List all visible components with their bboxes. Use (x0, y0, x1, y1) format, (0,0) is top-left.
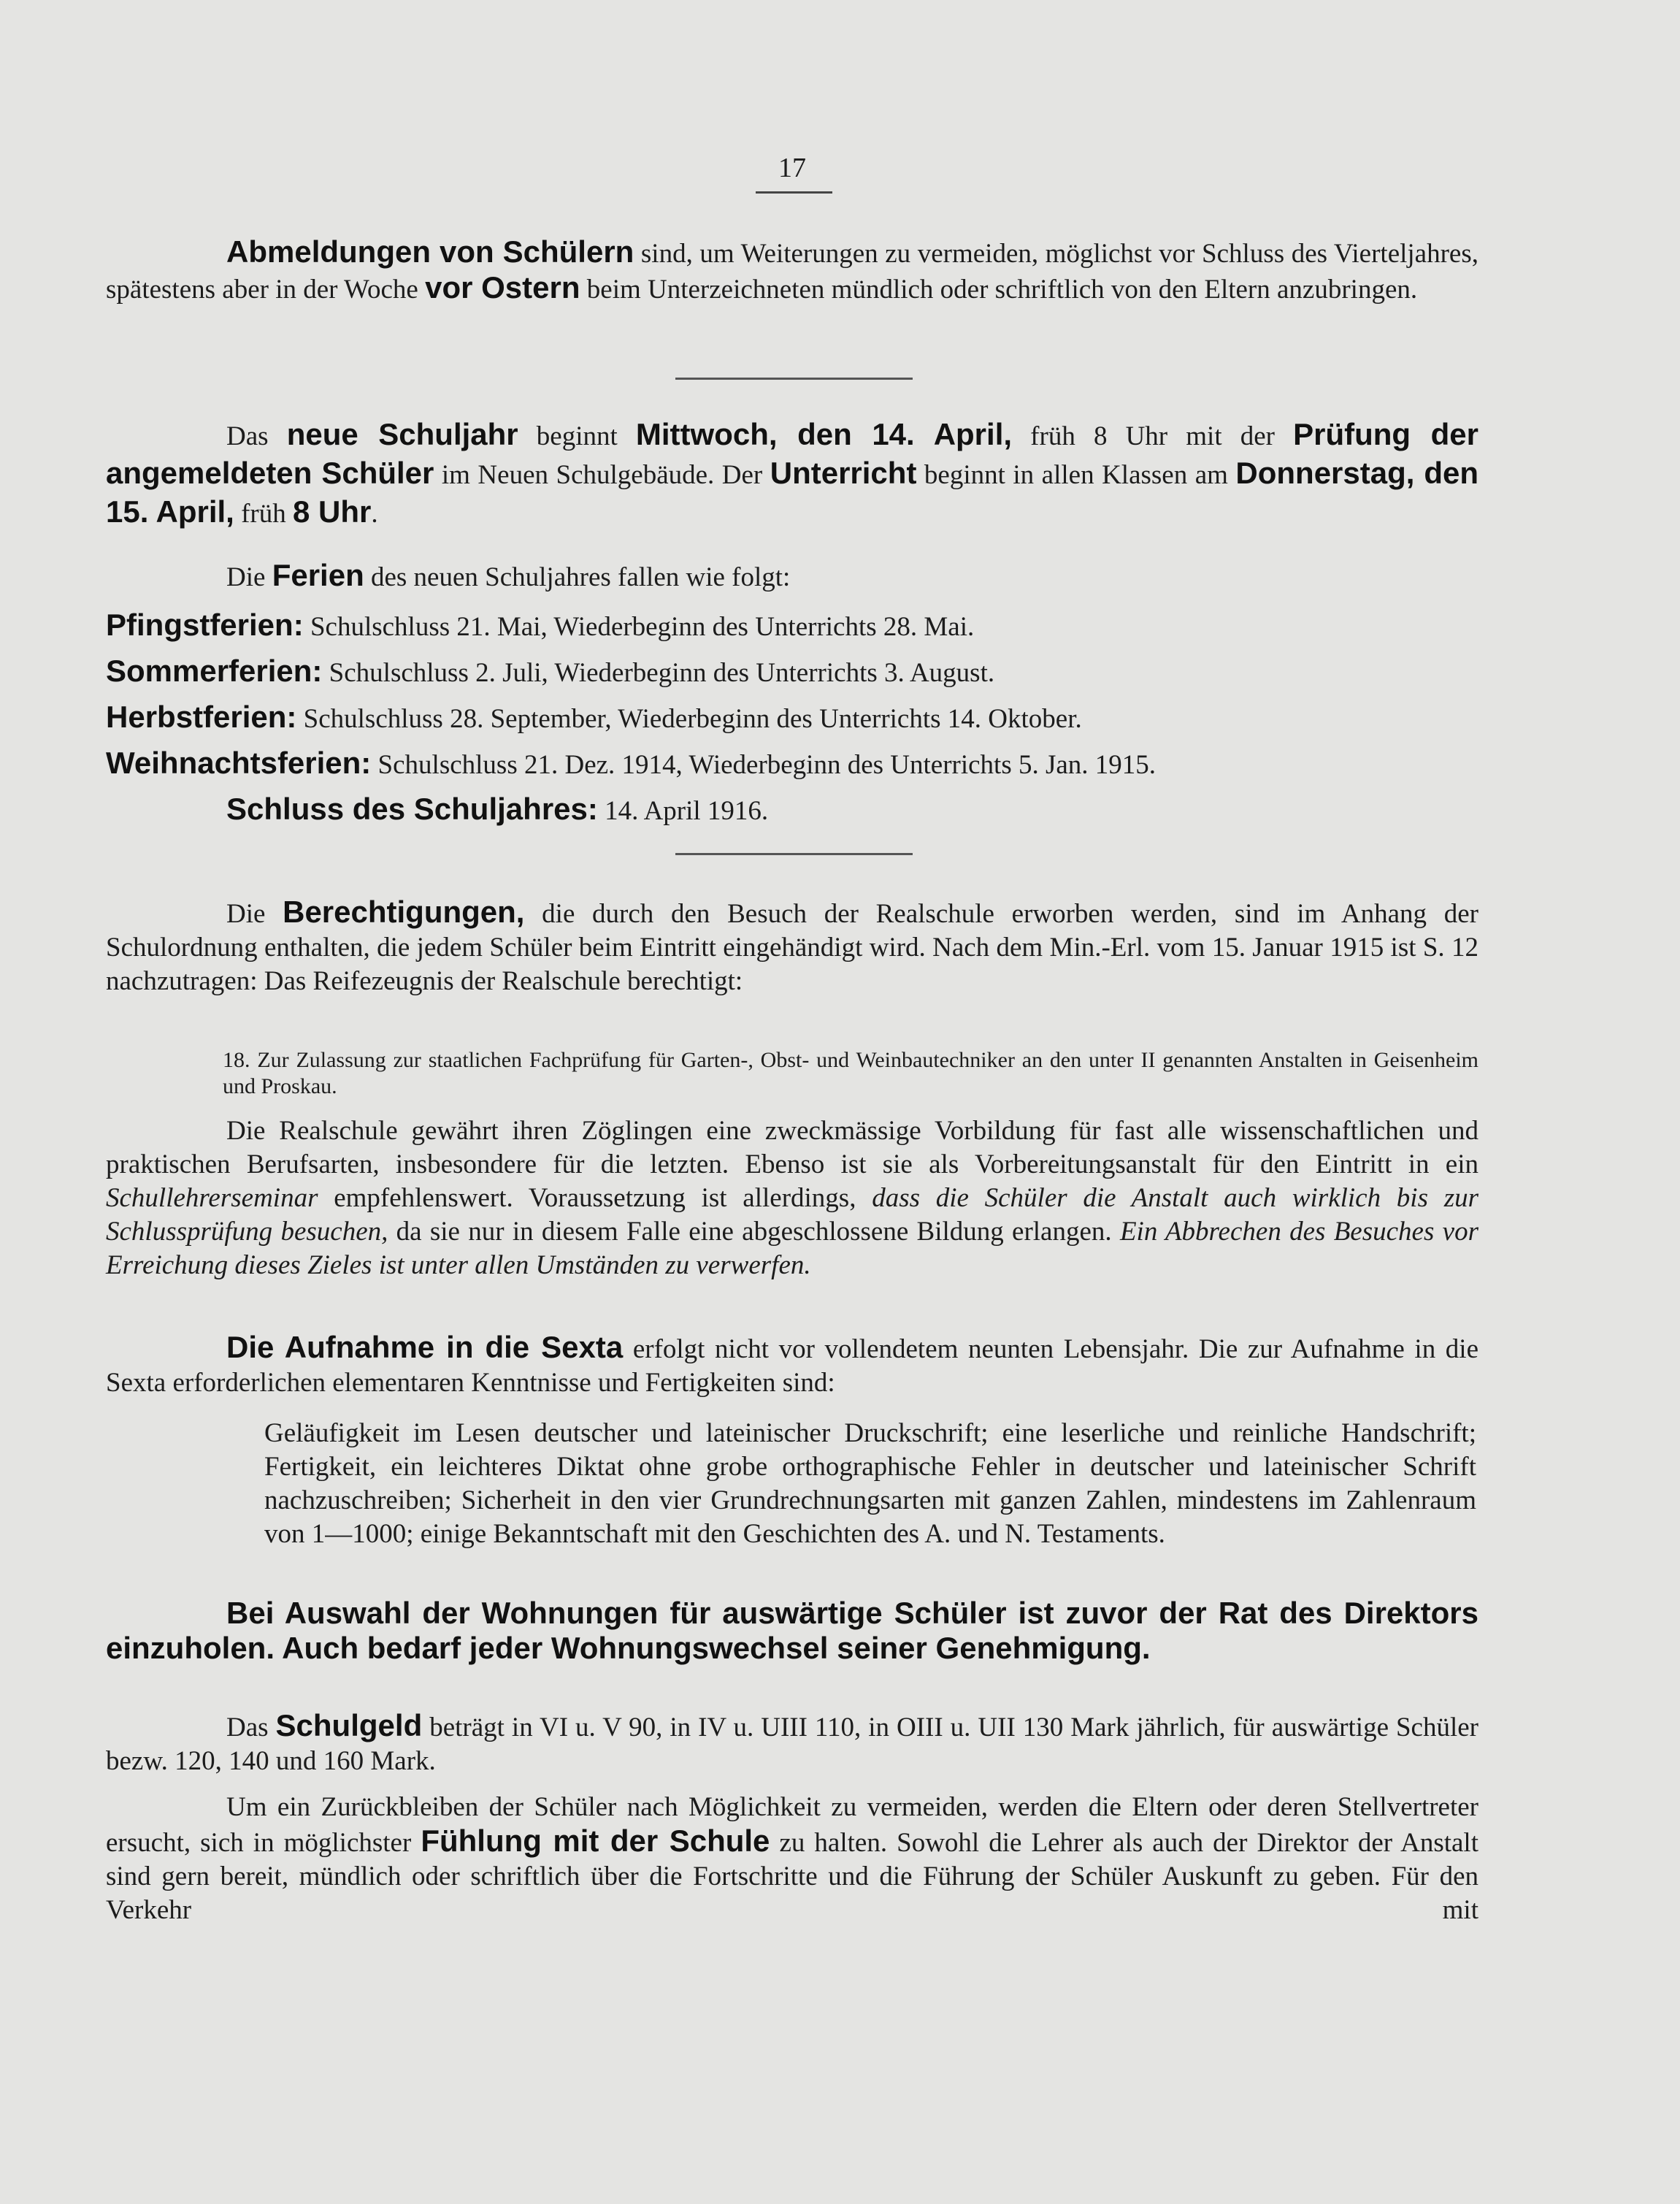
paragraph-realschule: Die Realschule gewährt ihren Zöglingen eine zweckmässige Vorbildung für fast alle wissenschaftlichen und praktischen Berufsarten, insbesondere für die letzten. Ebenso ist sie als Vorbereitungsanstalt für den Eintritt in ein Schullehrerseminar empfehlenswert. Voraussetzung ist allerdings, dass die Schüler die Anstalt auch wirklich bis zur Schlussprüfung besuchen, da sie nur in diesem Falle eine abgeschlossene Bildung erlangen. Ein Abbrechen des Besuches vor Erreichung dieses Zieles ist unter allen Umständen zu verwerfen. (106, 1116, 1478, 1280)
paragraph-berechtigungen: Die Berechtigungen, die durch den Besuch der Realschule erworben werden, sind im Anhang der Schulordnung enthalten, die jedem Schüler beim Eintritt eingehändigt wird. Nach dem Min.-Erl. vom 15. Januar 1915 ist S. 12 nachzutragen: Das Reifezeugnis der Realschule berechtigt: (106, 895, 1478, 996)
paragraph-fuehlung: Um ein Zurückbleiben der Schüler nach Möglichkeit zu vermeiden, werden die Eltern oder deren Stellvertreter ersucht, sich in möglichster Fühlung mit der Schule zu halten. Sowohl die Lehrer als auch der Direktor der Anstalt sind gern bereit, mündlich oder schriftlich über die Fortschritte und die Führung der Schüler Auskunft zu geben. Für den Verkehr mit (106, 1792, 1478, 1925)
emphasis-vor-ostern: vor Ostern (425, 270, 580, 305)
page-number: 17 (778, 153, 806, 183)
ferien-item: Pfingstferien: Schulschluss 21. Mai, Wiederbeginn des Unterrichts 28. Mai. (106, 608, 975, 642)
ferien-item: Sommerferien: Schulschluss 2. Juli, Wiederbeginn des Unterrichts 3. August. (106, 654, 995, 688)
paragraph-abmeldungen: Abmeldungen von Schülern sind, um Weiterungen zu vermeiden, möglichst vor Schluss des Vierteljahres, spätestens aber in der Woche vor Ostern beim Unterzeichneten mündlich oder schriftlich von den Eltern anzubringen. (106, 234, 1479, 305)
ferien-list (106, 603, 1478, 833)
paragraph-schulgeld: Das Schulgeld beträgt in VI u. V 90, in IV u. UIII 110, in OIII u. UII 130 Mark jährlich, für auswärtige Schüler bezw. 120, 140 und 160 Mark. (106, 1708, 1478, 1776)
section-divider (675, 853, 913, 855)
paragraph-schuljahr: Das neue Schuljahr beginnt Mittwoch, den 14. April, früh 8 Uhr mit der Prüfung der angemeldeten Schüler im Neuen Schulgebäude. Der Unterricht beginnt in allen Klassen am Donnerstag, den 15. April, früh 8 Uhr. (106, 417, 1479, 529)
section-divider (675, 378, 913, 380)
ferien-intro: Die Ferien des neuen Schuljahres fallen wie folgt: (226, 558, 791, 592)
ferien-item: Herbstferien: Schulschluss 28. September, Wiederbeginn des Unterrichts 14. Oktober. (106, 700, 1082, 734)
schluss-schuljahr: Schluss des Schuljahres: 14. April 1916. (226, 792, 769, 826)
heading-abmeldungen: Abmeldungen von Schülern (226, 234, 634, 269)
paragraph-aufnahme: Die Aufnahme in die Sexta erfolgt nicht vor vollendetem neunten Lebensjahr. Die zur Aufnahme in die Sexta erforderlichen elementaren Kenntnisse und Fertigkeiten sind: (106, 1330, 1478, 1398)
aufnahme-requirements: Geläufigkeit im Lesen deutscher und lateinischer Druckschrift; eine leserliche und reinliche Handschrift; Fertigkeit, ein leichteres Diktat ohne grobe orthographische Fehler in deutscher und lateinischer Schrift nachzuschreiben; Sicherheit in den vier Grundrechnungsarten mit ganzen Zahlen, mindestens im Zahlenraum von 1—1000; einige Bekanntschaft mit den Geschichten des A. und N. Testaments. (264, 1418, 1476, 1549)
page-number-underline (756, 191, 832, 194)
berechtigung-item-18: 18. Zur Zulassung zur staatlichen Fachprüfung für Garten-, Obst- und Weinbautechniker an den unter II genannten Anstalten in Geisenheim und Proskau. (223, 1048, 1478, 1098)
ferien-item: Weihnachtsferien: Schulschluss 21. Dez. 1914, Wiederbeginn des Unterrichts 5. Jan. 1915. (106, 746, 1157, 780)
paragraph-wohnungen: Bei Auswahl der Wohnungen für auswärtige Schüler ist zuvor der Rat des Direktors einzuholen. Auch bedarf jeder Wohnungswechsel seiner Genehmigung. (106, 1596, 1478, 1665)
